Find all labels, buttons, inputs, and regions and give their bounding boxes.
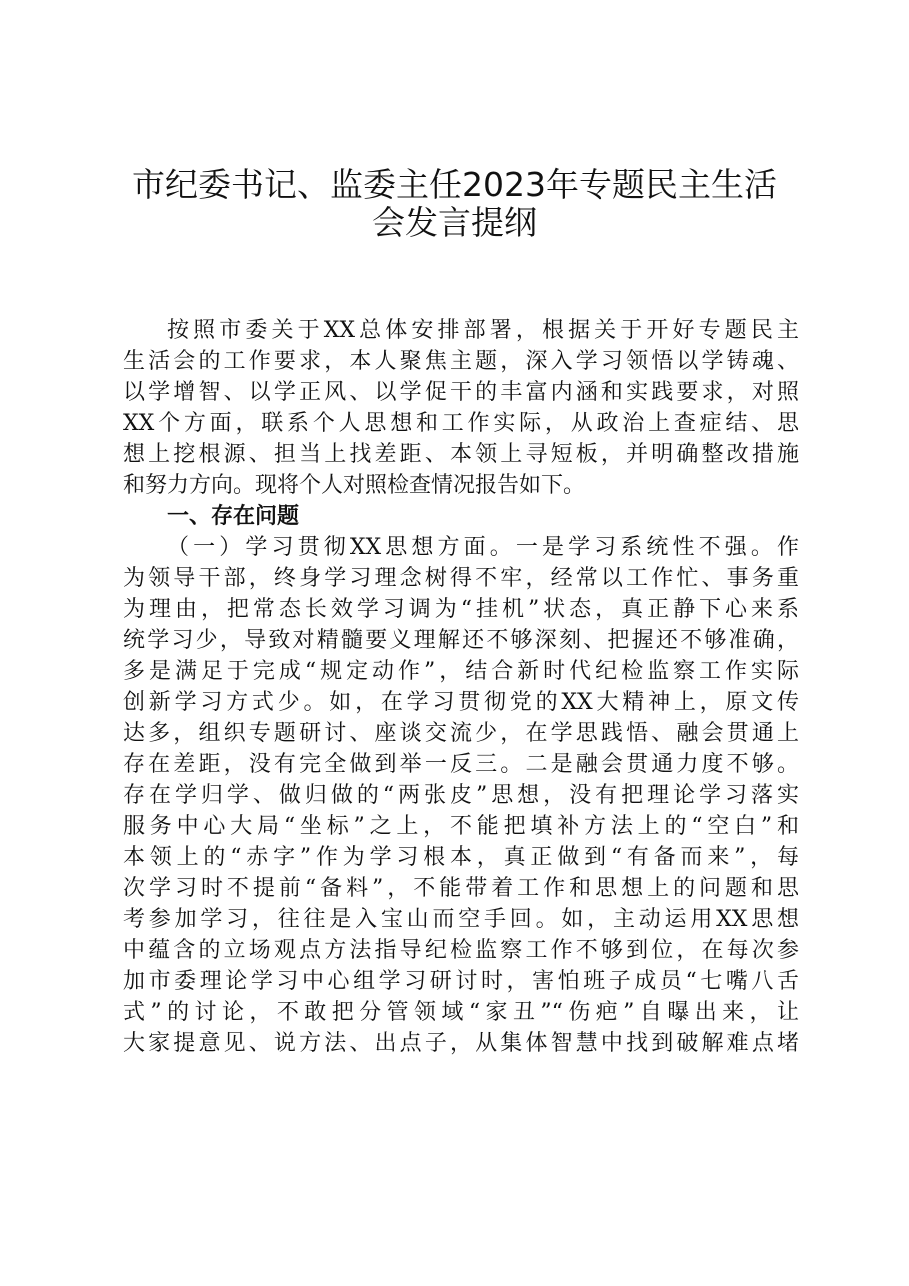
paragraph-line: 创新学习方式少。如，在学习贯彻党的XX大精神上，原文传 bbox=[123, 690, 799, 715]
paragraph-line: 按照市委关于XX总体安排部署，根据关于开好专题民主 bbox=[167, 318, 799, 343]
paragraph-line: 本领上的“赤字”作为学习根本，真正做到“有备而来”，每 bbox=[123, 845, 799, 870]
document-title-line-2: 会发言提纲 bbox=[372, 203, 537, 242]
paragraph-line: 为理由，把常态长效学习调为“挂机”状态，真正静下心来系 bbox=[123, 597, 799, 622]
paragraph-line: 考参加学习，往往是入宝山而空手回。如，主动运用XX思想 bbox=[123, 907, 799, 932]
paragraph-line: （一）学习贯彻XX思想方面。一是学习系统性不强。作 bbox=[167, 535, 799, 560]
paragraph-line: 服务中心大局“坐标”之上，不能把填补方法上的“空白”和 bbox=[123, 814, 799, 839]
paragraph-line: 大家提意见、说方法、出点子，从集体智慧中找到破解难点堵 bbox=[123, 1031, 799, 1056]
paragraph-line: 次学习时不提前“备料”，不能带着工作和思想上的问题和思 bbox=[123, 876, 799, 901]
paragraph-line: XX个方面，联系个人思想和工作实际，从政治上查症结、思 bbox=[123, 411, 799, 436]
paragraph-line: 统学习少，导致对精髓要义理解还不够深刻、把握还不够准确， bbox=[123, 628, 799, 653]
paragraph-line: 式”的讨论，不敢把分管领域“家丑”“伤疤”自曝出来，让 bbox=[123, 1000, 799, 1025]
paragraph-line: 生活会的工作要求，本人聚焦主题，深入学习领悟以学铸魂、 bbox=[123, 349, 799, 374]
paragraph-line: 达多，组织专题研讨、座谈交流少，在学思践悟、融会贯通上 bbox=[123, 721, 799, 746]
paragraph-line: 多是满足于完成“规定动作”，结合新时代纪检监察工作实际 bbox=[123, 659, 799, 684]
document-body bbox=[123, 315, 799, 1059]
paragraph-line: 为领导干部，终身学习理念树得不牢，经常以工作忙、事务重 bbox=[123, 566, 799, 591]
paragraph-line: 存在学归学、做归做的“两张皮”思想，没有把理论学习落实 bbox=[123, 783, 799, 808]
document-title-line-1: 市纪委书记、监委主任2023年专题民主生活 bbox=[132, 165, 777, 204]
paragraph-line: 以学增智、以学正风、以学促干的丰富内涵和实践要求，对照 bbox=[123, 380, 799, 405]
paragraph-line: 加市委理论学习中心组学习研讨时，害怕班子成员“七嘴八舌 bbox=[123, 969, 799, 994]
paragraph-line: 存在差距，没有完全做到举一反三。二是融会贯通力度不够。 bbox=[123, 752, 799, 777]
paragraph-line: 中蕴含的立场观点方法指导纪检监察工作不够到位，在每次参 bbox=[123, 938, 799, 963]
paragraph-line: 和努力方向。现将个人对照检查情况报告如下。 bbox=[123, 473, 586, 498]
section-heading: 一、存在问题 bbox=[167, 504, 300, 529]
paragraph-line: 想上挖根源、担当上找差距、本领上寻短板，并明确整改措施 bbox=[123, 442, 799, 467]
